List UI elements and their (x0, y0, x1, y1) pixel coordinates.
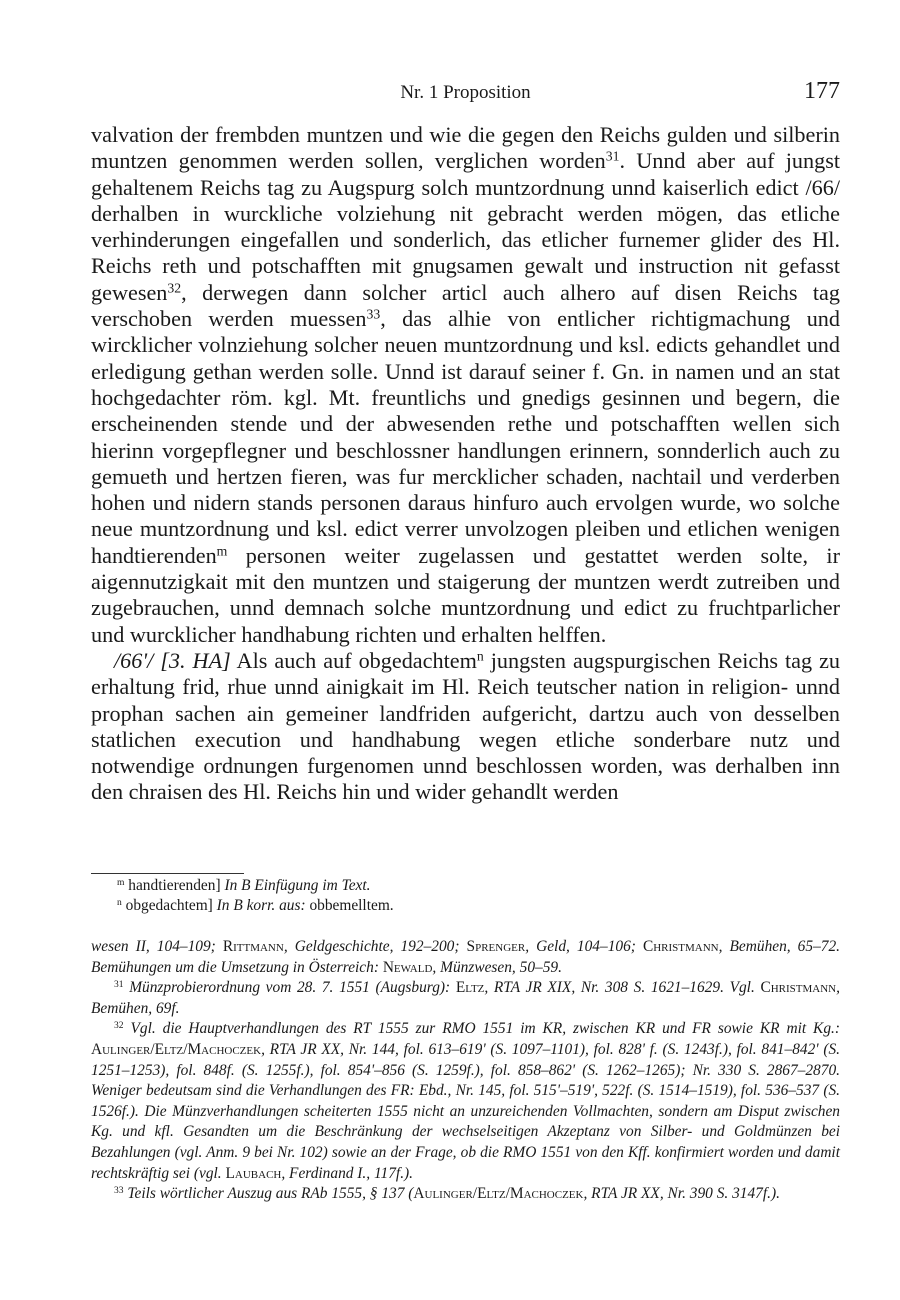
text-run: , derwegen dann solcher articl auch alhero auf disen Reichs tag verschoben werden muessen (91, 279, 840, 332)
page-number: 177 (804, 78, 840, 104)
fn-author: Eltz (455, 979, 485, 997)
fn-author: Sprenger (466, 938, 526, 955)
main-text (91, 122, 840, 806)
text-run: , das alhie von entlicher richtigmachung und wircklicher volnziehung solcher neuen muntzordnung und ksl. edicts gehandlet und erledigung gethan werden solle. Unnd ist darauf seiner f. Gn. in namen und an stat hochgedachter röm. kgl. Mt. freuntlichs und gnedigs gesinnen und begern, die erscheinenden stende und der abwesenden rethe und potschafften wellen sich hierinn vorgepflegner und beschlossner handlungen erinnern, sonnderlich auch zu gemueth und hertzen fieren, was fur mercklicher schaden, nachtail und verderben hohen und nidern stands personen daraus hinfuro auch ervolgen wurde, wo solche neue muntzordnung und ksl. edict verrer unvolzogen pleiben und etlichen wenigen handtierenden (91, 306, 840, 568)
paragraph-1 (91, 122, 840, 648)
text-run: jungsten augspurgischen Reichs tag zu erhaltung frid, rhue unnd ainigkait im Hl. Reich teutscher nation in religion- unnd prophan sachen ain gemeiner landfriden aufgericht, dartzu auch von desselben statlichen execution und handhabung wegen etliche sonderbare nutz und notwendige ordnungen furgenomen unnd beschlossen worden, was derhalben inn den chraisen des Hl. Reichs hin und wider gehandlt werden (91, 647, 841, 805)
variant-ref-n[interactable]: n (476, 648, 484, 664)
fn-author: Christmann (760, 979, 837, 997)
variant-note (91, 896, 840, 916)
folio-marker: /66'/ [3. HA] (114, 647, 231, 673)
fn-text: , Münzwesen, 50–59. (432, 958, 562, 976)
fn-text: Münzprobierordnung vom 28. 7. 1551 (Augsburg): (123, 979, 456, 997)
paragraph-2 (91, 648, 840, 806)
fn-text: , RTA JR XIX, Nr. 308 S. 1621–1629. Vgl. (484, 979, 761, 997)
text-run: Als auch auf obgedachtem (230, 647, 477, 673)
fn-author: Newald (382, 958, 433, 976)
fn-text: , Bemühen, 69f. (91, 979, 840, 1017)
fn-text: , Bemühen, 65–72. Bemühungen um die Umsetzung in Österreich: (91, 938, 841, 976)
variant-lemma: handtierenden] (128, 877, 221, 894)
variant-comment: In B Einfügung im Text. (220, 877, 371, 894)
footnote-divider (91, 873, 244, 874)
footnote-number: 32 (114, 1020, 124, 1032)
variant-value: obbemelltem. (309, 897, 394, 914)
text-run: . Unnd aber auf jungst gehaltenem Reichs tag zu Augspurg solch muntzordnung unnd kaiserlich edict /66/ derhalben in wurckliche volziehung nit gebracht werden mögen, das etliche verhinderungen eingefallen und sonderlich, das etlicher furnemer glider des Hl. Reichs reth und potschafften mit gnugsamen gewalt und instruction nit gefasst gewesen (91, 148, 840, 305)
fn-author: Aulinger/Eltz/Machoczek (91, 1040, 262, 1058)
variant-mark: m (117, 876, 125, 888)
text-run: valvation der frembden muntzen und wie die gegen den Reichs gulden und silberin muntzen genommen werden sollen, verglichen worden (91, 122, 840, 174)
fn-text: , RTA JR XX, Nr. 144, fol. 613–619' (S. 1097–1101), fol. 828' f. (S. 1243f.), fol. 841–842' (S. 1251–1253), fol. 848f. (S. 1255f.), fol. 854'–856 (S. 1259f.), fol. 858–862' (S. 1262–1265); Nr. 330 S. 2867–2870. Weniger bedeutsam sind die Verhandlungen des FR: Ebd., Nr. 145, fol. 515'–519', 522f. (S. 1514–1519), fol. 536–537 (S. 1526f.). Die Münzverhandlungen scheiterten 1555 nicht an unzureichenden Vollmachten, sondern am Disput zwischen Kg. und kfl. Gesandten um die Beschränkung der wechselseitigen Akzeptanz von Silber- und Goldmünzen bei Bezahlungen (vgl. Anm. 9 bei Nr. 102) sowie an der Frage, ob die RMO 1551 von den Kff. konfirmiert worden und damit rechtskräftig sei (vgl. (91, 1040, 840, 1182)
footnote-ref-32[interactable]: 32 (167, 280, 182, 296)
fn-author: Aulinger/Eltz/Machoczek (413, 1185, 584, 1203)
footnote-continued (91, 937, 840, 978)
footnote-number: 33 (114, 1184, 124, 1196)
fn-text: , Geld, 104–106; (525, 938, 643, 955)
fn-text: , RTA JR XX, Nr. 390 S. 3147f.). (583, 1185, 780, 1203)
variant-lemma: obgedachtem] (125, 897, 213, 914)
footnotes (91, 937, 840, 1205)
fn-text: Teils wörtlicher Auszug aus RAb 1555, § 137 ( (123, 1185, 414, 1203)
footnote-32 (91, 1019, 840, 1184)
variant-note (91, 876, 840, 896)
fn-author: Laubach (225, 1164, 282, 1182)
variant-comment: In B korr. aus: (212, 897, 310, 914)
variant-ref-m[interactable]: m (216, 543, 228, 559)
page (91, 0, 840, 1300)
running-title: Nr. 1 Proposition (400, 82, 531, 103)
footnote-33 (91, 1184, 840, 1205)
fn-text: , Ferdinand I., 117f.). (281, 1164, 414, 1182)
fn-author: Christmann (642, 938, 719, 955)
running-header (91, 78, 840, 108)
variant-notes (91, 876, 840, 916)
text-run: personen weiter zugelassen und gestattet werden solte, ir aigennutzigkait mit den muntzen und staigerung der muntzen werdt zutreiben und zugebrauchen, unnd demnach solche muntzordnung und edict zu fruchtparlicher und wurcklicher handhabung richten und erhalten helffen. (91, 542, 840, 647)
footnote-ref-33[interactable]: 33 (366, 306, 381, 322)
footnote-31 (91, 978, 840, 1019)
footnote-number: 31 (114, 978, 124, 990)
fn-text: Vgl. die Hauptverhandlungen des RT 1555 zur RMO 1551 im KR, zwischen KR und FR sowie KR mit Kg.: (123, 1020, 840, 1038)
variant-mark: n (117, 896, 122, 908)
fn-author: Rittmann (222, 938, 284, 955)
fn-text: , Geldgeschichte, 192–200; (283, 938, 467, 955)
footnote-ref-31[interactable]: 31 (605, 148, 620, 164)
fn-text: wesen II, 104–109; (91, 938, 223, 955)
